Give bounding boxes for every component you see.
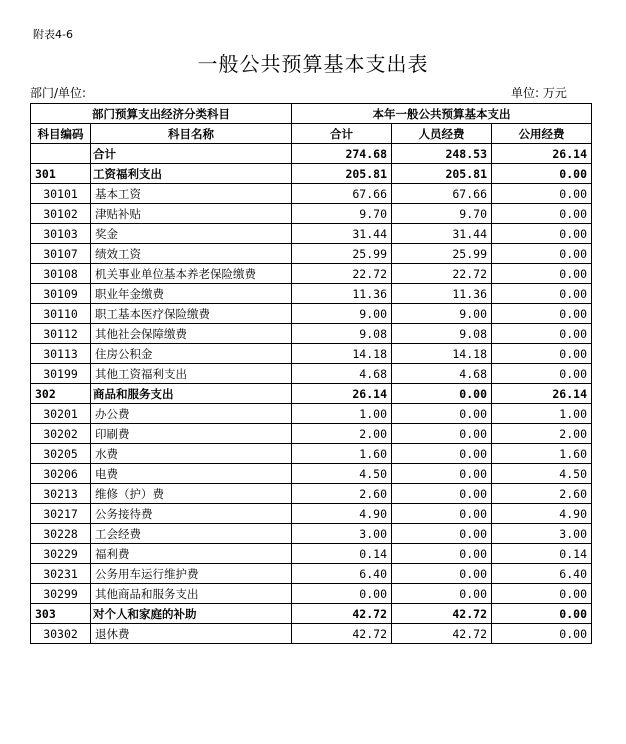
row-code: 30201 xyxy=(31,404,91,424)
row-code: 30231 xyxy=(31,564,91,584)
row-code: 30228 xyxy=(31,524,91,544)
table-row xyxy=(31,444,592,464)
row-code: 30102 xyxy=(31,204,91,224)
row-public: 0.00 xyxy=(492,244,592,264)
row-personnel: 0.00 xyxy=(392,524,492,544)
row-public: 0.00 xyxy=(492,324,592,344)
row-name: 其他商品和服务支出 xyxy=(91,584,292,604)
row-personnel: 9.08 xyxy=(392,324,492,344)
row-name: 其他社会保障缴费 xyxy=(91,324,292,344)
row-public: 0.00 xyxy=(492,304,592,324)
row-total: 42.72 xyxy=(292,624,392,644)
row-code: 30213 xyxy=(31,484,91,504)
row-name: 工会经费 xyxy=(91,524,292,544)
table-row xyxy=(31,164,592,184)
row-personnel: 0.00 xyxy=(392,484,492,504)
row-name: 商品和服务支出 xyxy=(91,384,292,404)
row-name: 津贴补贴 xyxy=(91,204,292,224)
row-total: 1.60 xyxy=(292,444,392,464)
table-row xyxy=(31,404,592,424)
table-row xyxy=(31,524,592,544)
row-total: 6.40 xyxy=(292,564,392,584)
header-name: 科目名称 xyxy=(91,124,292,144)
table-row xyxy=(31,284,592,304)
table-row xyxy=(31,384,592,404)
row-personnel: 0.00 xyxy=(392,544,492,564)
table-row xyxy=(31,544,592,564)
row-personnel: 14.18 xyxy=(392,344,492,364)
row-public: 4.50 xyxy=(492,464,592,484)
header-columns-row xyxy=(31,124,592,144)
row-public: 26.14 xyxy=(492,384,592,404)
table-row xyxy=(31,584,592,604)
table-row xyxy=(31,304,592,324)
row-code: 30109 xyxy=(31,284,91,304)
budget-body xyxy=(31,144,592,644)
row-code: 301 xyxy=(31,164,91,184)
row-total: 1.00 xyxy=(292,404,392,424)
row-total: 14.18 xyxy=(292,344,392,364)
row-public: 0.00 xyxy=(492,284,592,304)
row-name: 住房公积金 xyxy=(91,344,292,364)
row-code: 30302 xyxy=(31,624,91,644)
table-row xyxy=(31,364,592,384)
header-total: 合计 xyxy=(292,124,392,144)
table-row xyxy=(31,424,592,444)
table-row xyxy=(31,324,592,344)
table-row xyxy=(31,224,592,244)
row-code: 30103 xyxy=(31,224,91,244)
row-total: 4.68 xyxy=(292,364,392,384)
row-total: 4.90 xyxy=(292,504,392,524)
row-code: 30206 xyxy=(31,464,91,484)
table-row xyxy=(31,484,592,504)
row-code: 30101 xyxy=(31,184,91,204)
row-public: 0.00 xyxy=(492,604,592,624)
row-name: 公务用车运行维护费 xyxy=(91,564,292,584)
table-row xyxy=(31,464,592,484)
row-personnel: 67.66 xyxy=(392,184,492,204)
row-code: 30299 xyxy=(31,584,91,604)
row-public: 2.00 xyxy=(492,424,592,444)
budget-table xyxy=(30,103,592,644)
table-row xyxy=(31,144,592,164)
row-code: 30112 xyxy=(31,324,91,344)
row-personnel: 42.72 xyxy=(392,604,492,624)
row-name: 工资福利支出 xyxy=(91,164,292,184)
row-name: 印刷费 xyxy=(91,424,292,444)
row-personnel: 9.00 xyxy=(392,304,492,324)
row-total: 9.00 xyxy=(292,304,392,324)
row-total: 31.44 xyxy=(292,224,392,244)
row-personnel: 0.00 xyxy=(392,504,492,524)
row-public: 2.60 xyxy=(492,484,592,504)
row-public: 0.00 xyxy=(492,624,592,644)
row-personnel: 31.44 xyxy=(392,224,492,244)
table-row xyxy=(31,564,592,584)
row-total: 205.81 xyxy=(292,164,392,184)
row-name: 其他工资福利支出 xyxy=(91,364,292,384)
header-personnel: 人员经费 xyxy=(392,124,492,144)
row-personnel: 42.72 xyxy=(392,624,492,644)
row-name: 维修（护）费 xyxy=(91,484,292,504)
row-name: 职业年金缴费 xyxy=(91,284,292,304)
table-row xyxy=(31,244,592,264)
row-total: 2.00 xyxy=(292,424,392,444)
row-code: 30108 xyxy=(31,264,91,284)
row-personnel: 25.99 xyxy=(392,244,492,264)
row-code: 30110 xyxy=(31,304,91,324)
row-name: 基本工资 xyxy=(91,184,292,204)
row-public: 0.00 xyxy=(492,164,592,184)
table-row xyxy=(31,504,592,524)
dept-label: 部门/单位: xyxy=(30,86,87,100)
row-public: 26.14 xyxy=(492,144,592,164)
table-row xyxy=(31,624,592,644)
row-total: 11.36 xyxy=(292,284,392,304)
row-name: 福利费 xyxy=(91,544,292,564)
row-public: 6.40 xyxy=(492,564,592,584)
row-code: 30217 xyxy=(31,504,91,524)
row-total: 2.60 xyxy=(292,484,392,504)
row-public: 3.00 xyxy=(492,524,592,544)
row-name: 电费 xyxy=(91,464,292,484)
row-name: 机关事业单位基本养老保险缴费 xyxy=(91,264,292,284)
row-personnel: 0.00 xyxy=(392,564,492,584)
row-total: 25.99 xyxy=(292,244,392,264)
row-personnel: 22.72 xyxy=(392,264,492,284)
row-public: 0.00 xyxy=(492,264,592,284)
row-total: 3.00 xyxy=(292,524,392,544)
row-personnel: 248.53 xyxy=(392,144,492,164)
row-personnel: 4.68 xyxy=(392,364,492,384)
row-personnel: 0.00 xyxy=(392,464,492,484)
page-title: 一般公共预算基本支出表 xyxy=(197,52,429,76)
row-personnel: 9.70 xyxy=(392,204,492,224)
row-name: 公务接待费 xyxy=(91,504,292,524)
unit-label: 单位: 万元 xyxy=(511,86,567,100)
row-total: 4.50 xyxy=(292,464,392,484)
row-total: 274.68 xyxy=(292,144,392,164)
header-public: 公用经费 xyxy=(492,124,592,144)
table-row xyxy=(31,344,592,364)
row-personnel: 205.81 xyxy=(392,164,492,184)
row-name: 对个人和家庭的补助 xyxy=(91,604,292,624)
row-code: 303 xyxy=(31,604,91,624)
row-name: 奖金 xyxy=(91,224,292,244)
row-code xyxy=(31,144,91,164)
row-personnel: 11.36 xyxy=(392,284,492,304)
row-personnel: 0.00 xyxy=(392,384,492,404)
row-name: 退休费 xyxy=(91,624,292,644)
row-code: 30113 xyxy=(31,344,91,364)
row-public: 1.00 xyxy=(492,404,592,424)
table-row xyxy=(31,264,592,284)
row-total: 42.72 xyxy=(292,604,392,624)
row-code: 30199 xyxy=(31,364,91,384)
row-public: 0.00 xyxy=(492,204,592,224)
header-group-right: 本年一般公共预算基本支出 xyxy=(292,104,592,124)
row-public: 0.00 xyxy=(492,184,592,204)
row-code: 30107 xyxy=(31,244,91,264)
row-name: 办公费 xyxy=(91,404,292,424)
row-code: 30202 xyxy=(31,424,91,444)
table-row xyxy=(31,184,592,204)
row-personnel: 0.00 xyxy=(392,444,492,464)
row-public: 0.00 xyxy=(492,584,592,604)
row-name: 水费 xyxy=(91,444,292,464)
row-name: 合计 xyxy=(91,144,292,164)
header-group-left: 部门预算支出经济分类科目 xyxy=(31,104,292,124)
row-public: 0.00 xyxy=(492,364,592,384)
table-row xyxy=(31,604,592,624)
row-code: 302 xyxy=(31,384,91,404)
row-public: 0.14 xyxy=(492,544,592,564)
row-total: 0.00 xyxy=(292,584,392,604)
row-total: 9.70 xyxy=(292,204,392,224)
row-personnel: 0.00 xyxy=(392,584,492,604)
row-code: 30205 xyxy=(31,444,91,464)
row-name: 绩效工资 xyxy=(91,244,292,264)
row-total: 9.08 xyxy=(292,324,392,344)
row-total: 0.14 xyxy=(292,544,392,564)
row-public: 4.90 xyxy=(492,504,592,524)
table-row xyxy=(31,204,592,224)
row-public: 0.00 xyxy=(492,224,592,244)
row-name: 职工基本医疗保险缴费 xyxy=(91,304,292,324)
row-personnel: 0.00 xyxy=(392,404,492,424)
row-public: 0.00 xyxy=(492,344,592,364)
row-total: 26.14 xyxy=(292,384,392,404)
row-total: 22.72 xyxy=(292,264,392,284)
header-group-row xyxy=(31,104,592,124)
row-public: 1.60 xyxy=(492,444,592,464)
annex-label: 附表4-6 xyxy=(33,28,73,41)
row-total: 67.66 xyxy=(292,184,392,204)
row-code: 30229 xyxy=(31,544,91,564)
row-personnel: 0.00 xyxy=(392,424,492,444)
header-code: 科目编码 xyxy=(31,124,91,144)
